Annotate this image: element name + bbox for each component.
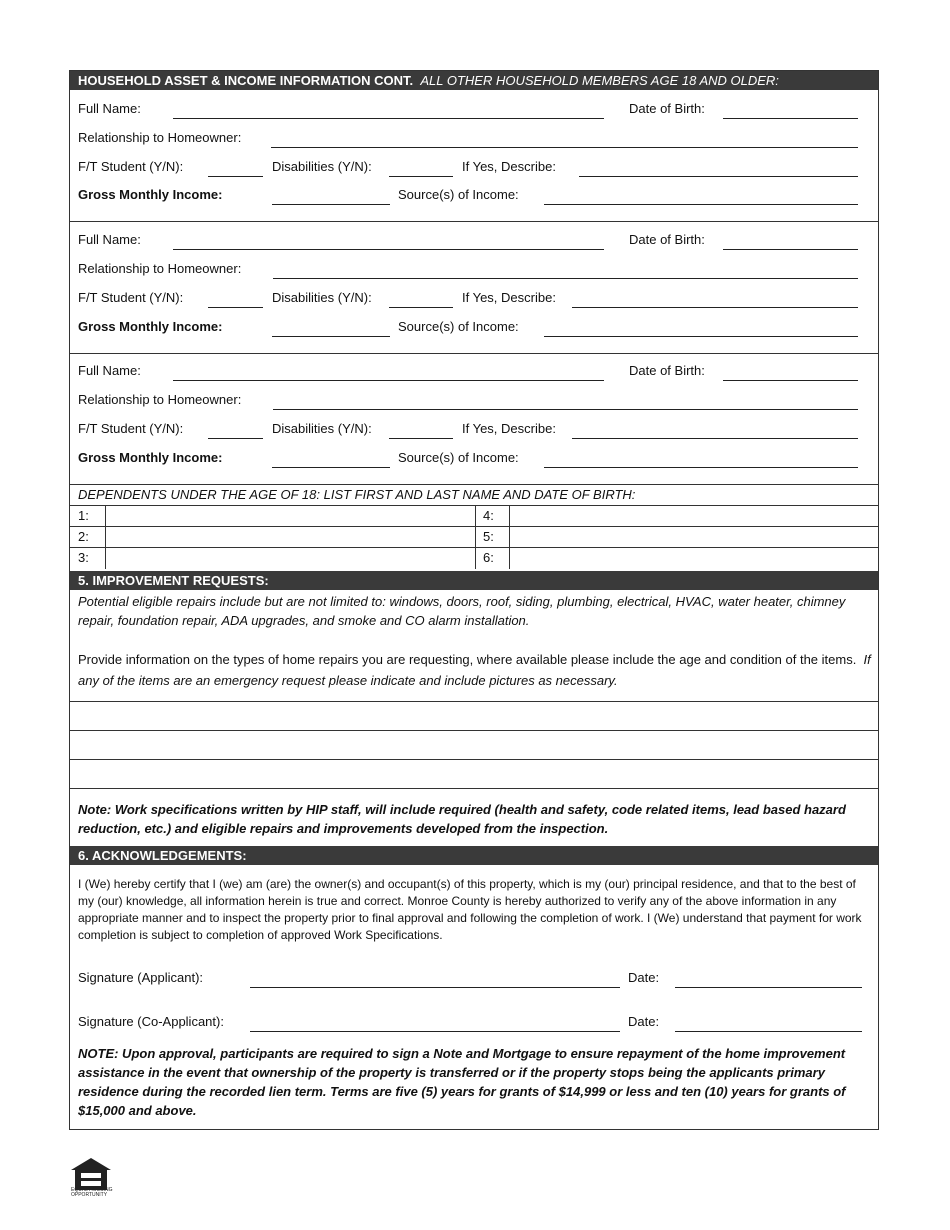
dependent-field-5[interactable] (510, 527, 878, 547)
sources-label: Source(s) of Income: (398, 187, 519, 202)
disabilities-field-1[interactable] (389, 176, 453, 177)
gross-income-label: Gross Monthly Income: (78, 187, 223, 202)
describe-label: If Yes, Describe: (462, 421, 556, 436)
sources-field-2[interactable] (544, 336, 858, 337)
gross-income-label: Gross Monthly Income: (78, 319, 223, 334)
dependent-field-4[interactable] (510, 506, 878, 526)
repair-request-line-1[interactable] (70, 702, 878, 730)
coapplicant-signature-field[interactable] (250, 1031, 620, 1032)
dob-field-1[interactable] (723, 118, 858, 119)
dependents-grid-line (475, 505, 476, 569)
applicant-date-label: Date: (628, 970, 660, 985)
relationship-field-2[interactable] (273, 278, 858, 279)
disabilities-label: Disabilities (Y/N): (272, 421, 372, 436)
improvement-section-title: 5. IMPROVEMENT REQUESTS: (78, 573, 269, 588)
divider (70, 221, 878, 222)
student-label: F/T Student (Y/N): (78, 421, 184, 436)
describe-field-1[interactable] (579, 176, 858, 177)
certification-text: I (We) hereby certify that I (we) am (are) the owner(s) and occupant(s) of this property, which is my (our) principal residence, and that to the best of my (our) knowledge, all information herein is true and correct. Monroe County is hereby authorized to verify any of the above information in any appropriate manner and to inspect the property prior to final approval and following the completion of work. I (We) understand that payment for work completion is subject to completion of approved Work Specifications. (78, 877, 862, 942)
household-section-header (70, 71, 878, 90)
eligible-repairs-text: Potential eligible repairs include but are not limited to: windows, doors, roof, siding, plumbing, electrical, HVAC, water heater, chimney repair, foundation repair, ADA upgrades, and smoke and CO alarm installation. (78, 594, 846, 628)
relationship-field-1[interactable] (271, 147, 858, 148)
applicant-date-field[interactable] (675, 987, 862, 988)
coapplicant-signature-label: Signature (Co-Applicant): (78, 1014, 224, 1029)
describe-field-2[interactable] (572, 307, 858, 308)
describe-field-3[interactable] (572, 438, 858, 439)
student-label: F/T Student (Y/N): (78, 290, 184, 305)
divider (70, 788, 878, 789)
dependent-number-2: 2: (78, 529, 89, 544)
relationship-label: Relationship to Homeowner: (78, 392, 242, 407)
dependent-field-6[interactable] (510, 548, 878, 568)
full-name-field-1[interactable] (173, 118, 604, 119)
household-section-title: HOUSEHOLD ASSET & INCOME INFORMATION CONT. (78, 73, 414, 88)
sources-field-1[interactable] (544, 204, 858, 205)
disabilities-field-3[interactable] (389, 438, 453, 439)
repair-request-line-2[interactable] (70, 731, 878, 759)
coapplicant-date-label: Date: (628, 1014, 660, 1029)
repair-request-instructions (78, 649, 873, 691)
dob-field-3[interactable] (723, 380, 858, 381)
improvement-section-header (70, 571, 878, 590)
relationship-field-3[interactable] (273, 409, 858, 410)
disabilities-label: Disabilities (Y/N): (272, 159, 372, 174)
student-field-3[interactable] (208, 438, 263, 439)
dob-label: Date of Birth: (629, 363, 705, 378)
dependent-field-2[interactable] (106, 527, 475, 547)
sources-label: Source(s) of Income: (398, 450, 519, 465)
full-name-label: Full Name: (78, 232, 141, 247)
describe-label: If Yes, Describe: (462, 159, 556, 174)
gross-income-field-2[interactable] (272, 336, 390, 337)
acknowledgements-section-title: 6. ACKNOWLEDGEMENTS: (78, 848, 247, 863)
applicant-signature-field[interactable] (250, 987, 620, 988)
dependent-field-3[interactable] (106, 548, 475, 568)
gross-income-field-1[interactable] (272, 204, 390, 205)
mortgage-note: NOTE: Upon approval, participants are required to sign a Note and Mortgage to ensure repayment of the home improvement assistance in the event that ownership of the property is transferred or if the property stops being the applicants primary residence during the recorded lien term. Terms are five (5) years for grants of $14,999 or less and ten (10) years for grants of $15,000 and above. (78, 1046, 846, 1118)
student-field-1[interactable] (208, 176, 263, 177)
divider (70, 484, 878, 485)
describe-label: If Yes, Describe: (462, 290, 556, 305)
full-name-label: Full Name: (78, 363, 141, 378)
dependent-field-1[interactable] (106, 506, 475, 526)
dependent-number-6: 6: (483, 550, 494, 565)
dob-field-2[interactable] (723, 249, 858, 250)
student-label: F/T Student (Y/N): (78, 159, 184, 174)
application-form (69, 70, 879, 1130)
gross-income-field-3[interactable] (272, 467, 390, 468)
sources-label: Source(s) of Income: (398, 319, 519, 334)
dob-label: Date of Birth: (629, 232, 705, 247)
applicant-signature-label: Signature (Applicant): (78, 970, 204, 985)
disabilities-label: Disabilities (Y/N): (272, 290, 372, 305)
dependent-number-1: 1: (78, 508, 89, 523)
repair-request-text: Provide information on the types of home repairs you are requesting, where available please include the age and condition of the items. (78, 652, 857, 667)
dob-label: Date of Birth: (629, 101, 705, 116)
work-specifications-note: Note: Work specifications written by HIP staff, will include required (health and safety, code related items, lead based hazard reduction, etc.) and eligible repairs and improvements developed from the inspection. (78, 802, 846, 836)
repair-request-line-3[interactable] (70, 760, 878, 788)
equal-housing-logo-text: EQUAL HOUSING OPPORTUNITY (71, 1187, 113, 1198)
student-field-2[interactable] (208, 307, 263, 308)
dependent-number-4: 4: (483, 508, 494, 523)
dependent-number-3: 3: (78, 550, 89, 565)
disabilities-field-2[interactable] (389, 307, 453, 308)
full-name-field-3[interactable] (173, 380, 604, 381)
dependent-number-5: 5: (483, 529, 494, 544)
emergency-request-text: If any of the items are an emergency request please indicate and include pictures as necessary. (78, 652, 871, 688)
relationship-label: Relationship to Homeowner: (78, 130, 242, 145)
dependents-heading: DEPENDENTS UNDER THE AGE OF 18: LIST FIRST AND LAST NAME AND DATE OF BIRTH: (78, 487, 636, 502)
divider (70, 353, 878, 354)
relationship-label: Relationship to Homeowner: (78, 261, 242, 276)
full-name-field-2[interactable] (173, 249, 604, 250)
household-section-subtitle: ALL OTHER HOUSEHOLD MEMBERS AGE 18 AND OLDER: (420, 73, 779, 88)
coapplicant-date-field[interactable] (675, 1031, 862, 1032)
sources-field-3[interactable] (544, 467, 858, 468)
gross-income-label: Gross Monthly Income: (78, 450, 223, 465)
acknowledgements-section-header (70, 846, 878, 865)
full-name-label: Full Name: (78, 101, 141, 116)
